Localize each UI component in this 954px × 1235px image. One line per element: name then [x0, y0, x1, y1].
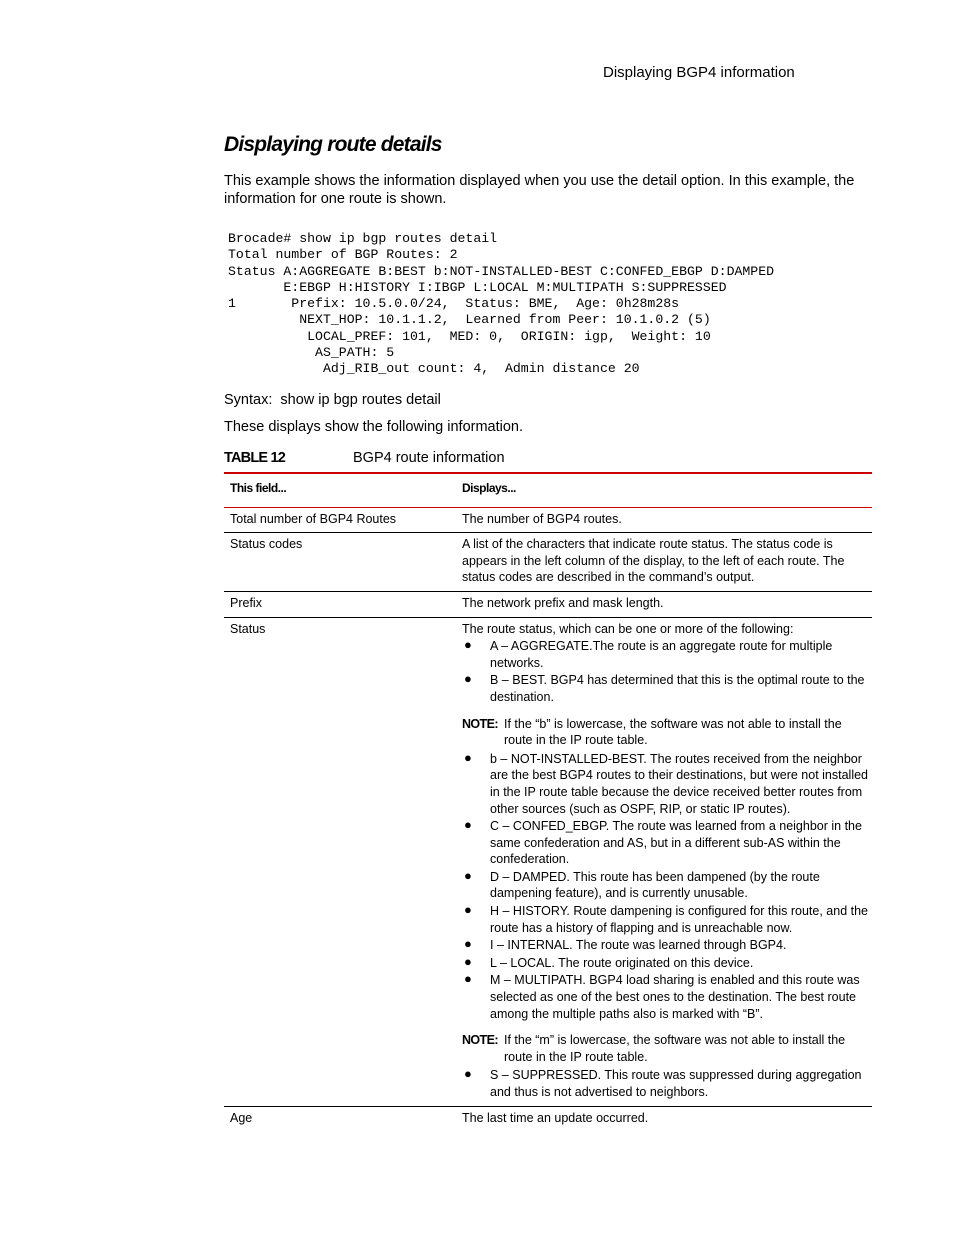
code-line: Adj_RIB_out count: 4, Admin distance 20: [228, 361, 640, 377]
table-caption: [224, 450, 872, 466]
row-display: [462, 621, 870, 1101]
bullet-item: [462, 1067, 870, 1100]
note-line: If the “m” is lowercase, the software was not able to install the: [504, 1033, 846, 1048]
note-label: NOTE:: [462, 1033, 498, 1048]
table-number: TABLE 12: [224, 450, 286, 466]
syntax-command: show ip bgp routes detai: [280, 392, 438, 408]
intro-keyword: detail: [642, 173, 677, 189]
row-field: Prefix: [230, 595, 262, 610]
running-header: Displaying BGP4 information: [603, 64, 795, 81]
bullet-text: I – INTERNAL. The route was learned through BGP4.: [490, 938, 787, 953]
code-block: [228, 231, 774, 378]
status-intro: The route status, which can be one or more of the following:: [462, 621, 794, 636]
code-line: NEXT_HOP: 10.1.1.2, Learned from Peer: 10.1.0.2 (5): [228, 312, 711, 328]
note-line: route in the IP route table.: [504, 1049, 648, 1064]
row-display: The last time an update occurred.: [462, 1110, 649, 1125]
bullet-item: [462, 638, 870, 671]
code-line: E:EBGP H:HISTORY I:IBGP L:LOCAL M:MULTIPATH S:SUPPRESSED: [228, 279, 727, 295]
bullet-text: C – CONFED_EBGP. The route was learned from a neighbor in the same confederation and AS, but in a different sub-AS within the confederation.: [490, 819, 862, 867]
table-row: [224, 592, 872, 618]
bullet-text: D – DAMPED. This route has been dampened (by the route dampening feature), and is currently unusable.: [490, 869, 820, 901]
note: [462, 1032, 870, 1065]
row-field: Status: [230, 621, 266, 636]
bullet-item: [462, 955, 870, 972]
code-line: Status A:AGGREGATE B:BEST b:NOT-INSTALLED-BEST C:CONFED_EBGP D:DAMPED: [228, 263, 775, 279]
bullet-text: A – AGGREGATE.The route is an aggregate route for multiple networks.: [490, 639, 833, 670]
bullet-dot-icon: ●: [464, 902, 472, 918]
syntax-label: Syntax:: [224, 392, 273, 408]
bullet-item: [462, 903, 870, 936]
intro-text-after: option. In this example, the information for one route is shown.: [224, 173, 855, 207]
bullet-text: B – BEST. BGP4 has determined that this is the optimal route to the destination.: [490, 673, 865, 704]
bullet-item: [462, 751, 870, 817]
table-header-row: [224, 474, 872, 508]
row-field: Status codes: [230, 537, 303, 552]
bullet-item: [462, 937, 870, 954]
code-line: LOCAL_PREF: 101, MED: 0, ORIGIN: igp, Weight: 10: [228, 328, 711, 344]
note: [462, 716, 870, 749]
bullet-text: b – NOT-INSTALLED-BEST. The routes received from the neighbor are the best BGP4 routes to their destinations, but were not installed in the IP route table because the device received better routes from other sources (such as OSPF, RIP, or static IP routes).: [490, 751, 868, 816]
row-display: The network prefix and mask length.: [462, 595, 664, 610]
bullet-item: [462, 818, 870, 868]
bullet-text: S – SUPPRESSED. This route was suppressed during aggregation and thus is not advertised to neighbors.: [490, 1068, 862, 1099]
bullet-dot-icon: ●: [464, 749, 472, 765]
row-display: A list of the characters that indicate route status. The status code is appears in the left column of the display, to the left of each route. The status codes are described in the command’s output.: [462, 537, 845, 585]
note-text: [504, 1032, 870, 1065]
code-line: Total number of BGP Routes: 2: [228, 247, 458, 263]
bullet-item: [462, 869, 870, 902]
bullet-dot-icon: ●: [464, 1066, 472, 1082]
bullet-dot-icon: ●: [464, 936, 472, 952]
intro-paragraph: [224, 172, 884, 208]
bgp4-route-table: [224, 472, 872, 1131]
bullet-item: [462, 672, 870, 705]
syntax-command-tail: l: [437, 392, 441, 408]
bullet-text: L – LOCAL. The route originated on this device.: [490, 955, 754, 970]
bullet-dot-icon: ●: [464, 953, 472, 969]
bullet-text: M – MULTIPATH. BGP4 load sharing is enabled and this route was selected as one of the best ones to the destination. The best route among the multiple paths also is marked with “B”.: [490, 973, 860, 1021]
bullet-dot-icon: ●: [464, 867, 472, 883]
bullet-text: H – HISTORY. Route dampening is configured for this route, and the route has a history of flapping and is unreachable now.: [490, 904, 868, 935]
header-field: This field...: [230, 481, 287, 495]
bullet-dot-icon: ●: [464, 637, 472, 653]
code-line: AS_PATH: 5: [228, 345, 395, 361]
bullet-item: [462, 972, 870, 1022]
table-row: [224, 618, 872, 1107]
note-line: If the “b” is lowercase, the software was not able to install the: [504, 716, 842, 731]
note-text: [504, 716, 870, 749]
bullet-dot-icon: ●: [464, 671, 472, 687]
header-displays: Displays...: [462, 481, 516, 495]
row-display: The number of BGP4 routes.: [462, 511, 622, 526]
syntax-line: [224, 392, 441, 408]
table-intro: These displays show the following information.: [224, 419, 524, 435]
table-row: [224, 533, 872, 592]
row-field: Total number of BGP4 Routes: [230, 511, 397, 526]
row-field: Age: [230, 1110, 253, 1125]
table-row: [224, 1107, 872, 1132]
section-title: Displaying route details: [224, 133, 442, 156]
code-line: Brocade# show ip bgp routes detail: [228, 231, 498, 246]
note-label: NOTE:: [462, 716, 498, 731]
bullet-dot-icon: ●: [464, 971, 472, 987]
table-row: [224, 508, 872, 534]
intro-text-before: This example shows the information displayed when you use the: [224, 173, 643, 189]
bullet-dot-icon: ●: [464, 817, 472, 833]
table-title: BGP4 route information: [353, 450, 505, 466]
code-line: 1 Prefix: 10.5.0.0/24, Status: BME, Age: 0h28m28s: [228, 296, 680, 312]
note-line: route in the IP route table.: [504, 733, 648, 748]
